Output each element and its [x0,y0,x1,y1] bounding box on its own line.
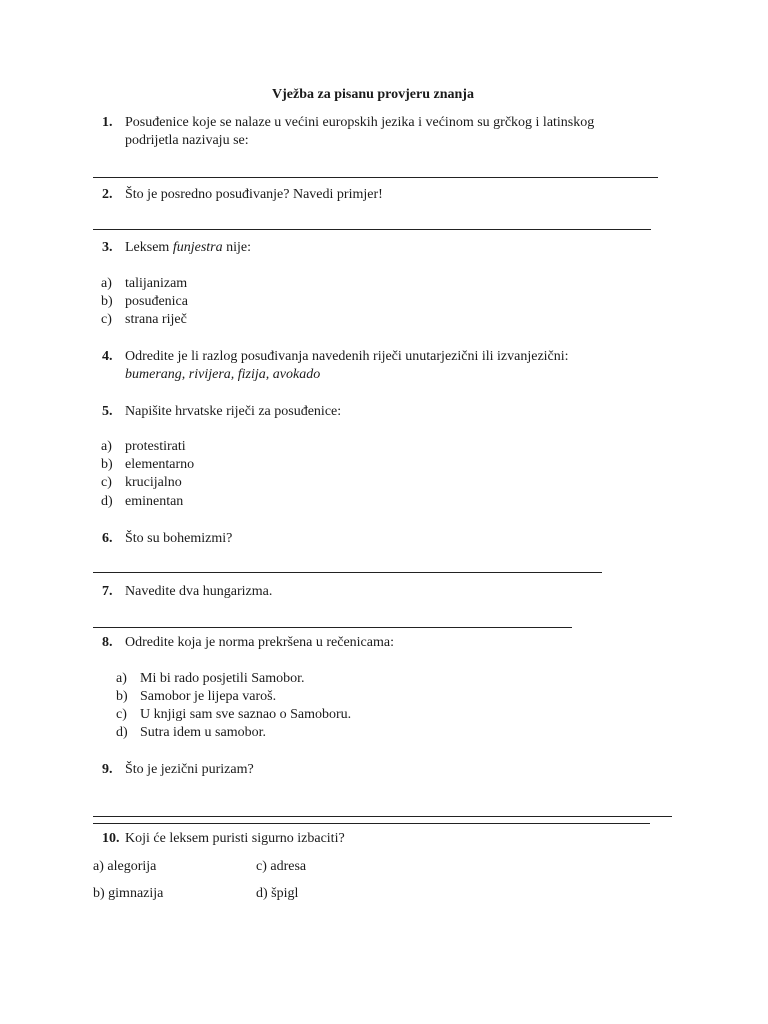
question-number: 1. [102,115,113,130]
italic-words [125,366,320,384]
question-number: 5. [102,404,113,419]
question-text: podrijetla nazivaju se: [125,133,249,148]
option-text: posuđenica [125,294,188,309]
question-number: 10. [102,831,120,846]
question-text [125,239,251,257]
question-number: 4. [102,349,113,364]
question-text: Što su bohemizmi? [125,531,233,546]
word-list: bumerang, rivijera, fizija, avokado [125,367,321,382]
question-text: Odredite je li razlog posuđivanja navedenih riječi unutarjezični ili izvanjezični: [125,349,569,364]
italic-word: funjestra [172,240,223,255]
option-text: b) gimnazija [93,886,164,901]
option-letter: b) [116,689,128,704]
option-letter: b) [101,294,113,309]
option-letter: a) [101,439,112,454]
option-text: U knjigi sam sve saznao o Samoboru. [140,707,352,722]
option-letter: c) [101,475,112,490]
answer-line [93,627,572,628]
question-text: Odredite koja je norma prekršena u rečenicama: [125,635,394,650]
option-letter: d) [116,725,128,740]
option-letter: b) [101,457,113,472]
option-text: Mi bi rado posjetili Samobor. [140,671,305,686]
question-text: Posuđenice koje se nalaze u većini europskih jezika i većinom su grčkog i latinskog [125,115,595,130]
option-text: d) špigl [256,886,299,901]
question-number: 8. [102,635,113,650]
answer-line [93,229,651,230]
option-letter: c) [116,707,127,722]
option-text: strana riječ [125,312,187,327]
answer-line [93,177,658,178]
option-text: protestirati [125,439,186,454]
answer-line [93,572,602,573]
option-letter: a) [116,671,127,686]
option-letter: a) [101,276,112,291]
question-text: Što je jezični purizam? [125,762,254,777]
question-text: Koji će leksem puristi sigurno izbaciti? [125,831,345,846]
answer-line [93,823,650,824]
question-number: 6. [102,531,113,546]
option-text: Samobor je lijepa varoš. [140,689,277,704]
option-text: Sutra idem u samobor. [140,725,266,740]
question-text: Što je posredno posuđivanje? Navedi primjer! [125,187,383,202]
option-letter: d) [101,494,113,509]
question-number: 9. [102,762,113,777]
answer-line [93,816,672,817]
option-text: c) adresa [256,859,307,874]
option-text: eminentan [125,494,184,509]
question-number: 7. [102,584,113,599]
question-text-pre: Leksem [125,240,173,255]
question-number: 3. [102,240,113,255]
page-title: Vježba za pisanu provjeru znanja [272,87,474,102]
question-number: 2. [102,187,113,202]
option-text: talijanizam [125,276,188,291]
question-text: Navedite dva hungarizma. [125,584,273,599]
question-text-post: nije: [222,240,251,255]
question-text: Napišite hrvatske riječi za posuđenice: [125,404,342,419]
option-text: a) alegorija [93,859,157,874]
option-text: krucijalno [125,475,182,490]
option-text: elementarno [125,457,195,472]
option-letter: c) [101,312,112,327]
